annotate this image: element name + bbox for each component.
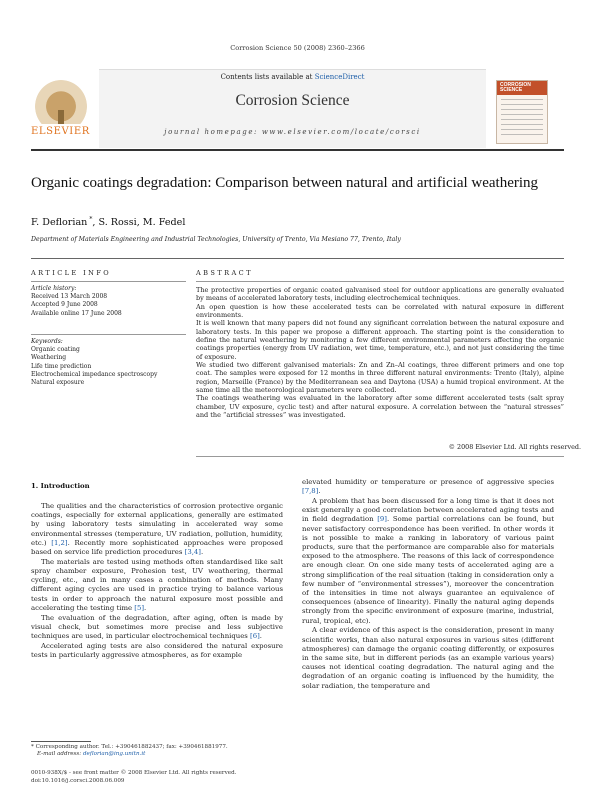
contents-prefix: Contents lists available at — [220, 73, 315, 81]
journal-homepage-link[interactable]: journal homepage: www.elsevier.com/locate/corsci — [164, 128, 421, 136]
abstract-heading: ABSTRACT — [196, 269, 253, 277]
citation-link[interactable]: [6] — [250, 632, 260, 641]
body-paragraph: The evaluation of the degradation, after aging, often is made by visual check, but sometimes more precise and less subjective techniques are used, in particular electrochemical techniques [6]. — [31, 613, 283, 641]
coauthors: , S. Rossi, M. Fedel — [92, 217, 186, 229]
online-date: Available online 17 June 2008 — [31, 309, 122, 317]
footnote — [31, 744, 291, 758]
abstract-body — [196, 286, 564, 420]
info-divider — [31, 334, 186, 335]
journal-title: Corrosion Science — [235, 92, 350, 109]
author-deflorian[interactable]: F. Deflorian — [31, 217, 88, 229]
keywords — [31, 338, 186, 387]
citation-link[interactable]: [1,2] — [51, 538, 68, 547]
section-divider — [31, 258, 564, 259]
journal-citation: Corrosion Science 50 (2008) 2360–2366 — [230, 44, 365, 52]
journal-cover-thumbnail — [496, 80, 548, 144]
abstract-paragraph: The protective properties of organic coated galvanised steel for outdoor applications are generally evaluated by means of accelerated laboratory tests, including electrochemical techniques. — [196, 286, 564, 303]
footnote-divider — [31, 741, 91, 742]
citation-link[interactable]: [9] — [377, 515, 387, 524]
keyword: Natural exposure — [31, 379, 85, 387]
citation-link[interactable]: [5] — [134, 603, 145, 612]
corresponding-author-note: * Corresponding author. Tel.: +390461882437; fax: +390461881977. — [31, 744, 228, 750]
author-list — [31, 216, 185, 228]
body-paragraph: elevated humidity or temperature or presence of aggressive species [7,8]. — [302, 478, 554, 496]
contents-line — [99, 73, 486, 81]
body-paragraph: Accelerated aging tests are also considered the natural exposure tests in particularly aggressive atmospheres, as for example — [31, 641, 283, 660]
right-column — [302, 478, 554, 691]
abstract-paragraph: The coatings weathering was evaluated in the laboratory after some different accelerated tests (salt spray chamber, UV exposure, cyclic test) and after natural exposure. A correlation between the “natural stresses” and the “artificial stresses” was investigated. — [196, 394, 564, 420]
citation-link[interactable]: [3,4] — [184, 548, 201, 557]
keyword: Electrochemical impedance spectroscopy — [31, 370, 158, 378]
abstract-divider — [196, 456, 564, 457]
keyword: Life time prediction — [31, 362, 92, 370]
article-history — [31, 285, 186, 318]
abstract-paragraph: An open question is how these accelerated tests can be correlated with natural exposure in different environments. — [196, 302, 564, 320]
history-label: Article history: — [31, 285, 77, 292]
sciencedirect-link[interactable]: ScienceDirect — [314, 73, 365, 81]
paper-title: Organic coatings degradation: Comparison between natural and artificial weathering — [31, 175, 539, 191]
cover-title: CORROSION SCIENCE — [500, 82, 531, 93]
abstract-paragraph: We studied two different galvanised materials: Zn and Zn–Al coatings, three different primers and one top coat. The samples were exposed for 12 months in three different natural environments: Trento (Italy), alpine region, Marseille (France) by the Mediterranean sea and Daytona (USA) a humid tropical environment. At the same time all the meteorological parameters were collected. — [196, 361, 564, 395]
abstract-paragraph: It is well known that many papers did not found any significant correlation between the natural exposure and laboratory tests. In this paper we propose a different approach. The starting point is the consideration to define the natural weathering by monitoring a few different environmental parameters affecting the organic coatings properties (energy from UV radiation, wet time, temperature, etc.), and not just considering the time of exposure. — [196, 319, 564, 361]
email-label: E-mail address: — [37, 751, 83, 758]
keyword: Weathering — [31, 354, 67, 362]
issn-doi — [31, 769, 331, 785]
accepted-date: Accepted 9 June 2008 — [31, 301, 98, 309]
body-paragraph: A problem that has been discussed for a long time is that it does not exist generally a good correlation between accelerated aging tests and in field degradation [9]. Some partial correlations can be found, but never satisfactory correspondence has been verified. In other words it is not possible to make a ranking in laboratory of various paint products, sure that the performance are comparable also for materials exposed to the atmosphere. The reasons of this lack of correspondence are enough clear. On one side many tests of accelerated aging are a strong simplification of the real situation (taking in consideration only a few number of “environmental stresses”), moreover the concentration of the intensities in time not always guarantee an equivalence of consequences (absence of linearity). Finally the natural aging depends strongly from the specific environment of exposure (marine, industrial, rural, tropical, etc). — [302, 497, 554, 625]
abstract-copyright: © 2008 Elsevier Ltd. All rights reserved. — [448, 443, 581, 451]
publisher-logo-text: ELSEVIER — [31, 126, 90, 137]
keywords-label: Keywords: — [31, 338, 63, 345]
issn-line: 0010-938X/$ - see front matter © 2008 Elsevier Ltd. All rights reserved. — [31, 770, 237, 776]
masthead-divider — [31, 149, 564, 151]
citation-link[interactable]: [7,8] — [302, 487, 319, 496]
body-paragraph: The qualities and the characteristics of corrosion protective organic coatings, especially for external applications, generally are estimated by using laboratory tests simulating in accelerated way some environmental stresses (temperature, UV radiation, pollution, humidity, etc.) [1,2]. Recently more sophisticated approaches were proposed based on service life prediction procedures [3,4]. — [31, 502, 284, 557]
abstract-divider — [196, 281, 564, 282]
left-column — [31, 502, 283, 660]
corresponding-author-mark[interactable]: * — [89, 216, 93, 223]
received-date: Received 13 March 2008 — [31, 293, 108, 301]
doi-link[interactable]: doi:10.1016/j.corsci.2008.06.009 — [31, 778, 125, 784]
section-heading: 1. Introduction — [31, 482, 90, 490]
info-divider — [31, 281, 186, 282]
body-paragraph: The materials are tested using methods often standardised like salt spray chamber exposure, Prohesion test, UV weathering, thermal cycling, etc., and in many cases a combination of methods. Many different aging cycles are used in practice trying to balance various tests in order to approach the natural exposure most possible and accelerating the testing time [5]. — [31, 557, 283, 612]
email-link[interactable]: deflorian@ing.unitn.it — [82, 751, 146, 758]
keyword: Organic coating — [31, 346, 80, 354]
article-info-heading: ARTICLE INFO — [31, 269, 112, 277]
affiliation: Department of Materials Engineering and Industrial Technologies, University of Trento, Via Mesiano 77, Trento, Italy — [31, 236, 401, 243]
body-paragraph: A clear evidence of this aspect is the consideration, present in many scientific works, than also natural exposures in various sites (different atmospheres) can damage the organic coating differently, or exposures in the same site, but in different periods (as an example various years) causes not identical coating degradation. The natural aging and the degradation of an organic coating is influenced by the humidity, the solar radiation, the temperature and — [302, 626, 554, 690]
